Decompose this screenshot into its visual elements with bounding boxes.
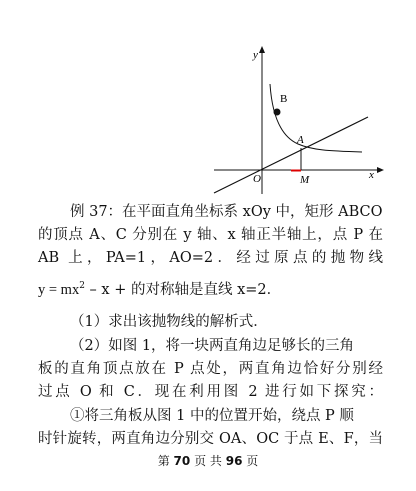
text-line-1: 例 37：在平面直角坐标系 xOy 中，矩形 ABCO: [70, 204, 383, 220]
y-axis-arrow: [259, 46, 265, 53]
equation-line: [38, 276, 281, 300]
point-b-dot: [274, 109, 281, 116]
label-x: x: [369, 169, 374, 181]
page-footer: [0, 452, 416, 469]
label-b: B: [280, 93, 288, 105]
text-line-3: AB 上，PA=1，AO=2．经过原点的抛物线: [38, 250, 383, 266]
text-line-8: 过点 O 和 C．现在利用图 2 进行如下探究：: [38, 384, 383, 400]
text-line-2: 的顶点 A、C 分别在 y 轴、x 轴正半轴上，点 P 在: [38, 227, 383, 243]
equation-main: y = mx: [38, 282, 80, 298]
footer-page-number: 70: [173, 454, 191, 468]
footer-total-pages: 96: [225, 454, 243, 468]
footer-mid: 页 共: [194, 454, 222, 468]
footer-suffix: 页: [246, 454, 259, 468]
text-line-10: 时针旋转，两直角边分别交 OA、OC 于点 E、F，当: [38, 431, 383, 447]
label-a: A: [297, 134, 304, 146]
text-line-7: 板的直角顶点放在 P 点处，两直角边恰好分别经: [38, 361, 383, 377]
text-line-9: ①将三角板从图 1 中的位置开始，绕点 P 顺: [70, 408, 354, 424]
text-line-5: （1）求出该抛物线的解析式．: [70, 314, 268, 330]
graph-figure: [200, 44, 385, 196]
oblique-line: [214, 117, 368, 193]
x-axis-arrow: [377, 167, 384, 173]
label-y: y: [253, 49, 258, 61]
equation-exponent: 2: [79, 281, 85, 291]
label-o: O: [253, 173, 261, 185]
text-line-6: （2）如图 1，将一块两直角边足够长的三角: [70, 338, 355, 354]
footer-prefix: 第: [157, 454, 170, 468]
equation-tail: – x + 的对称轴是直线 x=2．: [84, 282, 282, 298]
label-m: M: [300, 174, 310, 186]
